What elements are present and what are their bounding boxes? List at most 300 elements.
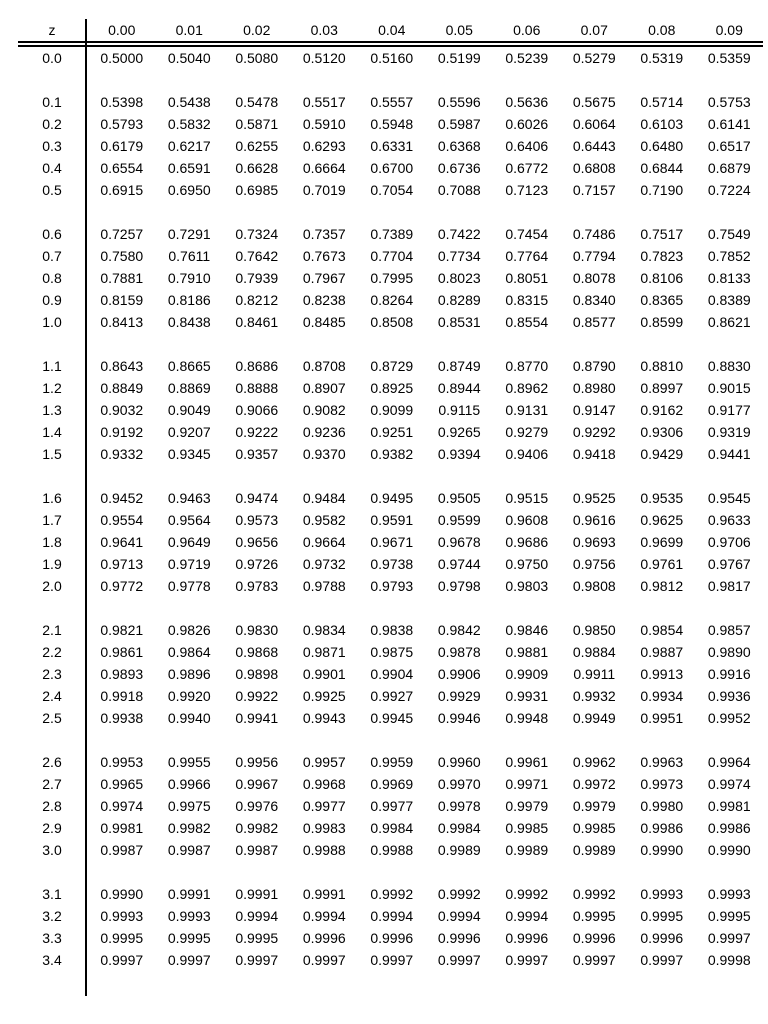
table-row: [18, 377, 763, 399]
z-value: 2.6: [42, 754, 62, 770]
probability-cell: 0.6879: [707, 160, 751, 176]
probability-cell: 0.7580: [100, 248, 144, 264]
probability-cell: 0.8770: [505, 358, 549, 374]
probability-cell: 0.9292: [572, 424, 616, 440]
probability-cell: 0.9177: [707, 402, 751, 418]
probability-cell: 0.9564: [167, 512, 211, 528]
probability-cell: 0.5000: [100, 50, 144, 66]
probability-cell: 0.9988: [370, 842, 414, 858]
probability-cell: 0.9893: [100, 666, 144, 682]
probability-cell: 0.9306: [640, 424, 684, 440]
probability-cell: 0.6517: [707, 138, 751, 154]
probability-cell: 0.5557: [370, 94, 414, 110]
probability-cell: 0.9821: [100, 622, 144, 638]
probability-cell: 0.9830: [235, 622, 279, 638]
table-row: [18, 223, 763, 245]
probability-cell: 0.8944: [437, 380, 481, 396]
probability-cell: 0.9582: [302, 512, 346, 528]
probability-cell: 0.9996: [640, 930, 684, 946]
probability-cell: 0.8790: [572, 358, 616, 374]
probability-cell: 0.8289: [437, 292, 481, 308]
probability-cell: 0.9994: [302, 908, 346, 924]
probability-cell: 0.9997: [640, 952, 684, 968]
probability-cell: 0.9992: [572, 886, 616, 902]
z-value: 1.0: [42, 314, 62, 330]
column-header: 0.02: [243, 22, 271, 38]
probability-cell: 0.9925: [302, 688, 346, 704]
probability-cell: 0.9817: [707, 578, 751, 594]
probability-cell: 0.9864: [167, 644, 211, 660]
probability-cell: 0.9573: [235, 512, 279, 528]
z-value: 0.9: [42, 292, 62, 308]
probability-cell: 0.9452: [100, 490, 144, 506]
probability-cell: 0.9975: [167, 798, 211, 814]
z-value: 0.3: [42, 138, 62, 154]
probability-cell: 0.6950: [167, 182, 211, 198]
probability-cell: 0.5517: [302, 94, 346, 110]
probability-cell: 0.9997: [370, 952, 414, 968]
z-value: 1.2: [42, 380, 62, 396]
probability-cell: 0.8830: [707, 358, 751, 374]
probability-cell: 0.7704: [370, 248, 414, 264]
probability-cell: 0.6554: [100, 160, 144, 176]
probability-cell: 0.9608: [505, 512, 549, 528]
probability-cell: 0.9901: [302, 666, 346, 682]
probability-cell: 0.9370: [302, 446, 346, 462]
z-value: 2.9: [42, 820, 62, 836]
probability-cell: 0.9808: [572, 578, 616, 594]
probability-cell: 0.9495: [370, 490, 414, 506]
probability-cell: 0.9834: [302, 622, 346, 638]
probability-cell: 0.9952: [707, 710, 751, 726]
probability-cell: 0.9812: [640, 578, 684, 594]
column-header: 0.08: [648, 22, 676, 38]
probability-cell: 0.9664: [302, 534, 346, 550]
probability-cell: 0.6736: [437, 160, 481, 176]
probability-cell: 0.9956: [235, 754, 279, 770]
probability-cell: 0.9906: [437, 666, 481, 682]
z-value: 2.2: [42, 644, 62, 660]
probability-cell: 0.5398: [100, 94, 144, 110]
probability-cell: 0.5753: [707, 94, 751, 110]
probability-cell: 0.8810: [640, 358, 684, 374]
probability-cell: 0.9049: [167, 402, 211, 418]
probability-cell: 0.9976: [235, 798, 279, 814]
header-row: [18, 19, 763, 41]
probability-cell: 0.5120: [302, 50, 346, 66]
probability-cell: 0.9778: [167, 578, 211, 594]
probability-cell: 0.8849: [100, 380, 144, 396]
probability-cell: 0.9793: [370, 578, 414, 594]
probability-cell: 0.9979: [572, 798, 616, 814]
z-value: 3.3: [42, 930, 62, 946]
probability-cell: 0.9968: [302, 776, 346, 792]
probability-cell: 0.9940: [167, 710, 211, 726]
probability-cell: 0.9997: [167, 952, 211, 968]
probability-cell: 0.9535: [640, 490, 684, 506]
table-row: [18, 267, 763, 289]
probability-cell: 0.7123: [505, 182, 549, 198]
probability-cell: 0.7823: [640, 248, 684, 264]
probability-cell: 0.9641: [100, 534, 144, 550]
probability-cell: 0.9761: [640, 556, 684, 572]
probability-cell: 0.5910: [302, 116, 346, 132]
probability-cell: 0.6368: [437, 138, 481, 154]
probability-cell: 0.9989: [505, 842, 549, 858]
probability-cell: 0.8413: [100, 314, 144, 330]
probability-cell: 0.9616: [572, 512, 616, 528]
z-value: 0.0: [42, 50, 62, 66]
probability-cell: 0.6664: [302, 160, 346, 176]
probability-cell: 0.9484: [302, 490, 346, 506]
z-column-header: z: [48, 22, 56, 38]
z-value: 2.8: [42, 798, 62, 814]
probability-cell: 0.5239: [505, 50, 549, 66]
probability-cell: 0.9732: [302, 556, 346, 572]
probability-cell: 0.9131: [505, 402, 549, 418]
probability-cell: 0.9418: [572, 446, 616, 462]
probability-cell: 0.8869: [167, 380, 211, 396]
probability-cell: 0.9988: [302, 842, 346, 858]
z-value: 2.5: [42, 710, 62, 726]
table-row: [18, 135, 763, 157]
probability-cell: 0.5279: [572, 50, 616, 66]
probability-cell: 0.8749: [437, 358, 481, 374]
probability-cell: 0.9192: [100, 424, 144, 440]
probability-cell: 0.9991: [167, 886, 211, 902]
probability-cell: 0.8577: [572, 314, 616, 330]
probability-cell: 0.9994: [370, 908, 414, 924]
probability-cell: 0.8078: [572, 270, 616, 286]
probability-cell: 0.9032: [100, 402, 144, 418]
probability-cell: 0.5160: [370, 50, 414, 66]
probability-cell: 0.7357: [302, 226, 346, 242]
probability-cell: 0.9997: [707, 930, 751, 946]
probability-cell: 0.9941: [235, 710, 279, 726]
probability-cell: 0.8643: [100, 358, 144, 374]
column-header: 0.07: [580, 22, 608, 38]
probability-cell: 0.9678: [437, 534, 481, 550]
probability-cell: 0.9981: [707, 798, 751, 814]
probability-cell: 0.7422: [437, 226, 481, 242]
probability-cell: 0.9985: [505, 820, 549, 836]
probability-cell: 0.9798: [437, 578, 481, 594]
probability-cell: 0.9990: [707, 842, 751, 858]
probability-cell: 0.5596: [437, 94, 481, 110]
probability-cell: 0.8531: [437, 314, 481, 330]
probability-cell: 0.9884: [572, 644, 616, 660]
probability-cell: 0.9345: [167, 446, 211, 462]
probability-cell: 0.9788: [302, 578, 346, 594]
probability-cell: 0.9993: [640, 886, 684, 902]
probability-cell: 0.6591: [167, 160, 211, 176]
probability-cell: 0.9995: [235, 930, 279, 946]
probability-cell: 0.9066: [235, 402, 279, 418]
probability-cell: 0.5675: [572, 94, 616, 110]
probability-cell: 0.9996: [505, 930, 549, 946]
probability-cell: 0.9162: [640, 402, 684, 418]
probability-cell: 0.6064: [572, 116, 616, 132]
probability-cell: 0.8485: [302, 314, 346, 330]
probability-cell: 0.9992: [437, 886, 481, 902]
probability-cell: 0.9236: [302, 424, 346, 440]
probability-cell: 0.9699: [640, 534, 684, 550]
probability-cell: 0.9986: [707, 820, 751, 836]
probability-cell: 0.9599: [437, 512, 481, 528]
table-row: [18, 663, 763, 685]
probability-cell: 0.9965: [100, 776, 144, 792]
probability-cell: 0.9953: [100, 754, 144, 770]
probability-cell: 0.9854: [640, 622, 684, 638]
probability-cell: 0.5359: [707, 50, 751, 66]
probability-cell: 0.9207: [167, 424, 211, 440]
probability-cell: 0.9554: [100, 512, 144, 528]
probability-cell: 0.9406: [505, 446, 549, 462]
probability-cell: 0.9991: [302, 886, 346, 902]
probability-cell: 0.9945: [370, 710, 414, 726]
table-row: [18, 883, 763, 905]
probability-cell: 0.6217: [167, 138, 211, 154]
probability-cell: 0.7389: [370, 226, 414, 242]
probability-cell: 0.9997: [100, 952, 144, 968]
probability-cell: 0.6026: [505, 116, 549, 132]
table-row: [18, 773, 763, 795]
probability-cell: 0.6480: [640, 138, 684, 154]
probability-cell: 0.9803: [505, 578, 549, 594]
probability-cell: 0.6443: [572, 138, 616, 154]
probability-cell: 0.7734: [437, 248, 481, 264]
probability-cell: 0.5199: [437, 50, 481, 66]
probability-cell: 0.9951: [640, 710, 684, 726]
probability-cell: 0.9994: [505, 908, 549, 924]
table-row: [18, 641, 763, 663]
probability-cell: 0.9394: [437, 446, 481, 462]
probability-cell: 0.9911: [573, 666, 616, 682]
table-row: [18, 91, 763, 113]
probability-cell: 0.9850: [572, 622, 616, 638]
probability-cell: 0.9936: [707, 688, 751, 704]
probability-cell: 0.9927: [370, 688, 414, 704]
table-row: [18, 113, 763, 135]
probability-cell: 0.9974: [100, 798, 144, 814]
probability-cell: 0.9995: [167, 930, 211, 946]
probability-cell: 0.9878: [437, 644, 481, 660]
probability-cell: 0.9946: [437, 710, 481, 726]
probability-cell: 0.9987: [235, 842, 279, 858]
probability-cell: 0.9989: [572, 842, 616, 858]
probability-cell: 0.7881: [100, 270, 144, 286]
table-row: [18, 355, 763, 377]
probability-cell: 0.9713: [100, 556, 144, 572]
probability-cell: 0.8023: [437, 270, 481, 286]
probability-cell: 0.9545: [707, 490, 751, 506]
probability-cell: 0.9993: [707, 886, 751, 902]
table-row: [18, 179, 763, 201]
z-value: 1.3: [42, 402, 62, 418]
column-header: 0.03: [310, 22, 338, 38]
probability-cell: 0.9750: [505, 556, 549, 572]
probability-cell: 0.9982: [235, 820, 279, 836]
table-row: [18, 289, 763, 311]
probability-cell: 0.9842: [437, 622, 481, 638]
probability-cell: 0.8186: [167, 292, 211, 308]
z-table: [18, 0, 763, 1024]
probability-cell: 0.9838: [370, 622, 414, 638]
probability-cell: 0.9997: [437, 952, 481, 968]
z-value: 1.9: [42, 556, 62, 572]
probability-cell: 0.9265: [437, 424, 481, 440]
probability-cell: 0.9706: [707, 534, 751, 550]
probability-cell: 0.9938: [100, 710, 144, 726]
probability-cell: 0.9147: [572, 402, 616, 418]
table-row: [18, 311, 763, 333]
probability-cell: 0.7642: [235, 248, 279, 264]
table-row: [18, 817, 763, 839]
probability-cell: 0.8106: [640, 270, 684, 286]
probability-cell: 0.9756: [572, 556, 616, 572]
probability-cell: 0.6179: [100, 138, 144, 154]
probability-cell: 0.9591: [370, 512, 414, 528]
probability-cell: 0.9996: [370, 930, 414, 946]
probability-cell: 0.9990: [640, 842, 684, 858]
probability-cell: 0.9971: [505, 776, 549, 792]
probability-cell: 0.9979: [505, 798, 549, 814]
z-value: 0.1: [42, 94, 62, 110]
probability-cell: 0.7910: [167, 270, 211, 286]
probability-cell: 0.9973: [640, 776, 684, 792]
probability-cell: 0.9990: [100, 886, 144, 902]
probability-cell: 0.9693: [572, 534, 616, 550]
probability-cell: 0.9943: [302, 710, 346, 726]
z-value: 1.8: [42, 534, 62, 550]
probability-cell: 0.9875: [370, 644, 414, 660]
probability-cell: 0.9082: [302, 402, 346, 418]
probability-cell: 0.9998: [707, 952, 751, 968]
probability-cell: 0.9909: [505, 666, 549, 682]
table-row: [18, 751, 763, 773]
probability-cell: 0.9890: [707, 644, 751, 660]
probability-cell: 0.9525: [572, 490, 616, 506]
probability-cell: 0.9994: [235, 908, 279, 924]
table-row: [18, 927, 763, 949]
probability-cell: 0.8340: [572, 292, 616, 308]
probability-cell: 0.9993: [100, 908, 144, 924]
probability-cell: 0.9726: [235, 556, 279, 572]
table-row: [18, 905, 763, 927]
probability-cell: 0.7939: [235, 270, 279, 286]
probability-cell: 0.7324: [235, 226, 279, 242]
probability-cell: 0.9826: [167, 622, 211, 638]
probability-cell: 0.5832: [167, 116, 211, 132]
probability-cell: 0.7257: [100, 226, 144, 242]
probability-cell: 0.9515: [505, 490, 549, 506]
z-value: 0.2: [42, 116, 62, 132]
probability-cell: 0.9995: [640, 908, 684, 924]
probability-cell: 0.9099: [370, 402, 414, 418]
probability-cell: 0.5636: [505, 94, 549, 110]
probability-cell: 0.9964: [707, 754, 751, 770]
probability-cell: 0.8621: [707, 314, 751, 330]
probability-cell: 0.7224: [707, 182, 751, 198]
probability-cell: 0.9987: [167, 842, 211, 858]
probability-cell: 0.9982: [167, 820, 211, 836]
probability-cell: 0.6628: [235, 160, 279, 176]
table-row: [18, 839, 763, 861]
probability-cell: 0.8665: [167, 358, 211, 374]
probability-cell: 0.7517: [640, 226, 684, 242]
z-value: 1.4: [42, 424, 62, 440]
probability-cell: 0.9974: [707, 776, 751, 792]
probability-cell: 0.6255: [235, 138, 279, 154]
probability-cell: 0.7486: [572, 226, 616, 242]
probability-cell: 0.9996: [572, 930, 616, 946]
z-value: 1.1: [42, 358, 62, 374]
probability-cell: 0.9957: [302, 754, 346, 770]
column-header: 0.09: [715, 22, 743, 38]
probability-cell: 0.9319: [707, 424, 751, 440]
probability-cell: 0.9992: [505, 886, 549, 902]
probability-cell: 0.9857: [707, 622, 751, 638]
probability-cell: 0.8599: [640, 314, 684, 330]
probability-cell: 0.9463: [167, 490, 211, 506]
table-row: [18, 421, 763, 443]
probability-cell: 0.9738: [370, 556, 414, 572]
probability-cell: 0.9649: [167, 534, 211, 550]
header-rule-top: [18, 41, 763, 43]
probability-cell: 0.5438: [167, 94, 211, 110]
table-row: [18, 47, 763, 69]
probability-cell: 0.9871: [302, 644, 346, 660]
probability-cell: 0.9985: [572, 820, 616, 836]
table-row: [18, 399, 763, 421]
probability-cell: 0.5871: [235, 116, 279, 132]
probability-cell: 0.9986: [640, 820, 684, 836]
z-value: 2.7: [42, 776, 62, 792]
z-value: 2.1: [42, 622, 62, 638]
probability-cell: 0.7673: [302, 248, 346, 264]
probability-cell: 0.9861: [100, 644, 144, 660]
probability-cell: 0.9970: [437, 776, 481, 792]
probability-cell: 0.8264: [370, 292, 414, 308]
probability-cell: 0.8686: [235, 358, 279, 374]
probability-cell: 0.9981: [100, 820, 144, 836]
probability-cell: 0.8554: [505, 314, 549, 330]
probability-cell: 0.9995: [707, 908, 751, 924]
probability-cell: 0.9980: [640, 798, 684, 814]
z-value: 0.4: [42, 160, 62, 176]
probability-cell: 0.8461: [235, 314, 279, 330]
table-row: [18, 553, 763, 575]
probability-cell: 0.8051: [505, 270, 549, 286]
probability-cell: 0.9251: [370, 424, 414, 440]
probability-cell: 0.9279: [505, 424, 549, 440]
probability-cell: 0.9932: [572, 688, 616, 704]
probability-cell: 0.9015: [707, 380, 751, 396]
probability-cell: 0.9997: [572, 952, 616, 968]
z-value: 2.4: [42, 688, 62, 704]
column-header: 0.01: [175, 22, 203, 38]
z-value: 3.0: [42, 842, 62, 858]
probability-cell: 0.6700: [370, 160, 414, 176]
probability-cell: 0.5319: [640, 50, 684, 66]
probability-cell: 0.9382: [370, 446, 414, 462]
probability-cell: 0.5478: [235, 94, 279, 110]
probability-cell: 0.6331: [370, 138, 414, 154]
probability-cell: 0.9441: [707, 446, 751, 462]
probability-cell: 0.9686: [505, 534, 549, 550]
probability-cell: 0.7019: [302, 182, 346, 198]
probability-cell: 0.7794: [572, 248, 616, 264]
